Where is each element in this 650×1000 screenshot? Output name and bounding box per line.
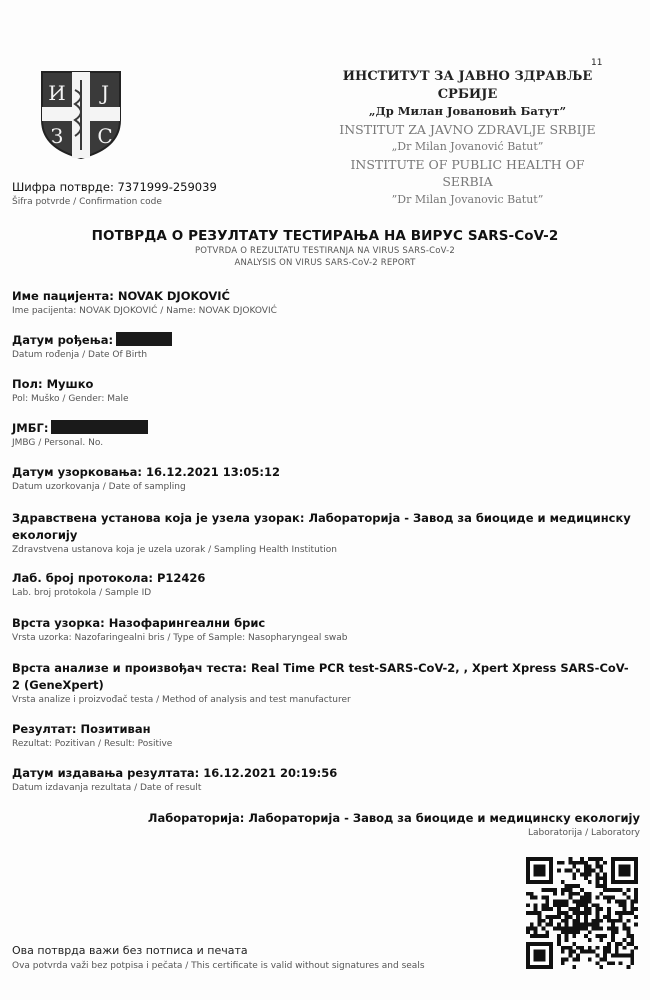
- validity-note-primary: Ова потврда важи без потписа и печата: [12, 944, 248, 957]
- laboratory-value: Лабораторија - Завод за биоциде и медицинску екологију: [248, 811, 640, 825]
- field-sub: Laboratorija / Laboratory: [528, 828, 640, 838]
- logo-letter: С: [97, 124, 113, 148]
- validity-note-secondary: Ova potvrda važi bez potpisa i pečata / This certificate is valid without signatures and seals: [12, 961, 425, 971]
- field-label: Врста узорка:: [12, 616, 105, 630]
- patient-name-value: NOVAK DJOKOVIĆ: [117, 289, 230, 303]
- field-label: Датум узорковања:: [12, 465, 142, 479]
- confirmation-code-label: Шифра потврде: 7371999-259039: [12, 180, 217, 194]
- field-sub: Rezultat: Pozitivan / Result: Positive: [12, 739, 173, 749]
- result-date-value: 16.12.2021 20:19:56: [203, 766, 338, 780]
- institute-subname-cyrillic: „Др Милан Јовановић Батут”: [368, 104, 567, 118]
- institute-header: [325, 68, 610, 208]
- field-label: Датум рођења:: [12, 333, 114, 347]
- sampling-date-field: [12, 464, 632, 492]
- field-label: Здравствена установа која је узела узорак:: [12, 511, 305, 525]
- sample-id-field: [12, 570, 632, 598]
- field-label: Резултат:: [12, 722, 77, 736]
- sample-type-value: Назофарингеални брис: [108, 616, 266, 630]
- date-of-birth-field: [12, 332, 632, 360]
- analysis-method-field: [12, 660, 632, 705]
- field-sub: Datum rođenja / Date Of Birth: [12, 350, 148, 360]
- title-english: ANALYSIS ON VIRUS SARS-CoV-2 REPORT: [234, 258, 416, 268]
- jmbg-field: [12, 420, 632, 448]
- result-date-field: [12, 765, 632, 793]
- analysis-method-value: Real Time PCR test-SARS-CoV-2, , Xpert Xpress SARS-CoV-2 (GeneXpert): [12, 661, 629, 692]
- field-label: ЈМБГ:: [12, 421, 49, 435]
- redaction-bar: [116, 332, 172, 346]
- result-field: [12, 721, 632, 749]
- institute-subname-english: ”Dr Milan Jovanovic Batut”: [391, 192, 544, 206]
- sample-id-value: P12426: [156, 571, 206, 585]
- result-value: Позитиван: [80, 722, 151, 736]
- institute-subname-latin: „Dr Milan Jovanović Batut”: [391, 140, 544, 153]
- institute-logo: [38, 68, 124, 160]
- field-sub: Pol: Muško / Gender: Male: [12, 394, 129, 404]
- logo-letter: З: [50, 124, 64, 148]
- field-sub: Zdravstvena ustanova koja je uzela uzorak / Sampling Health Institution: [12, 545, 338, 555]
- confirmation-code: [12, 180, 217, 207]
- logo-letter: J: [100, 81, 110, 105]
- patient-name-field: [12, 288, 632, 316]
- gender-field: [12, 376, 632, 404]
- field-label: Лаб. број протокола:: [12, 571, 153, 585]
- institute-name-english: INSTITUTE OF PUBLIC HEALTH OF SERBIA: [350, 156, 585, 189]
- gender-value: Мушко: [46, 377, 94, 391]
- page-number: 11: [591, 58, 603, 68]
- field-sub: Vrsta analize i proizvođač testa / Method of analysis and test manufacturer: [12, 695, 351, 705]
- logo-letter: И: [48, 81, 66, 105]
- confirmation-code-sub: Šifra potvrde / Confirmation code: [12, 197, 162, 207]
- institute-name-cyrillic: ИНСТИТУТ ЗА ЈАВНО ЗДРАВЉЕ СРБИЈЕ: [342, 69, 593, 102]
- sample-type-field: [12, 615, 632, 643]
- field-sub: Datum uzorkovanja / Date of sampling: [12, 482, 186, 492]
- field-label: Лабораторија:: [147, 811, 245, 825]
- field-sub: Lab. broj protokola / Sample ID: [12, 588, 152, 598]
- redaction-bar: [51, 420, 148, 434]
- field-sub: JMBG / Personal. No.: [12, 438, 104, 448]
- title-cyrillic: ПОТВРДА О РЕЗУЛТАТУ ТЕСТИРАЊА НА ВИРУС SARS-CoV-2: [91, 228, 559, 244]
- institute-name-latin: INSTITUT ZA JAVNO ZDRAVLJE SRBIJE: [339, 121, 596, 137]
- field-sub: Datum izdavanja rezultata / Date of result: [12, 783, 202, 793]
- title-latin: POTVRDA O REZULTATU TESTIRANJA NA VIRUS SARS-CoV-2: [194, 246, 456, 256]
- sampling-institution-field: [12, 510, 632, 555]
- laboratory-field: [148, 811, 640, 838]
- field-label: Врста анализе и произвођач теста:: [12, 661, 247, 675]
- field-sub: Ime pacijenta: NOVAK DJOKOVIĆ / Name: NOVAK DJOKOVIĆ: [12, 306, 277, 316]
- sampling-date-value: 16.12.2021 13:05:12: [146, 465, 280, 479]
- validity-note: [12, 944, 425, 971]
- qr-code: [526, 857, 638, 969]
- field-sub: Vrsta uzorka: Nazofaringealni bris / Type of Sample: Nasopharyngeal swab: [12, 633, 348, 643]
- field-label: Датум издавања резултата:: [12, 766, 200, 780]
- sampling-institution-value: Лабораторија - Завод за биоциде и медицинску екологију: [12, 511, 631, 542]
- document-title: [0, 228, 650, 268]
- field-label: Пол:: [12, 377, 43, 391]
- field-label: Име пацијента:: [12, 289, 114, 303]
